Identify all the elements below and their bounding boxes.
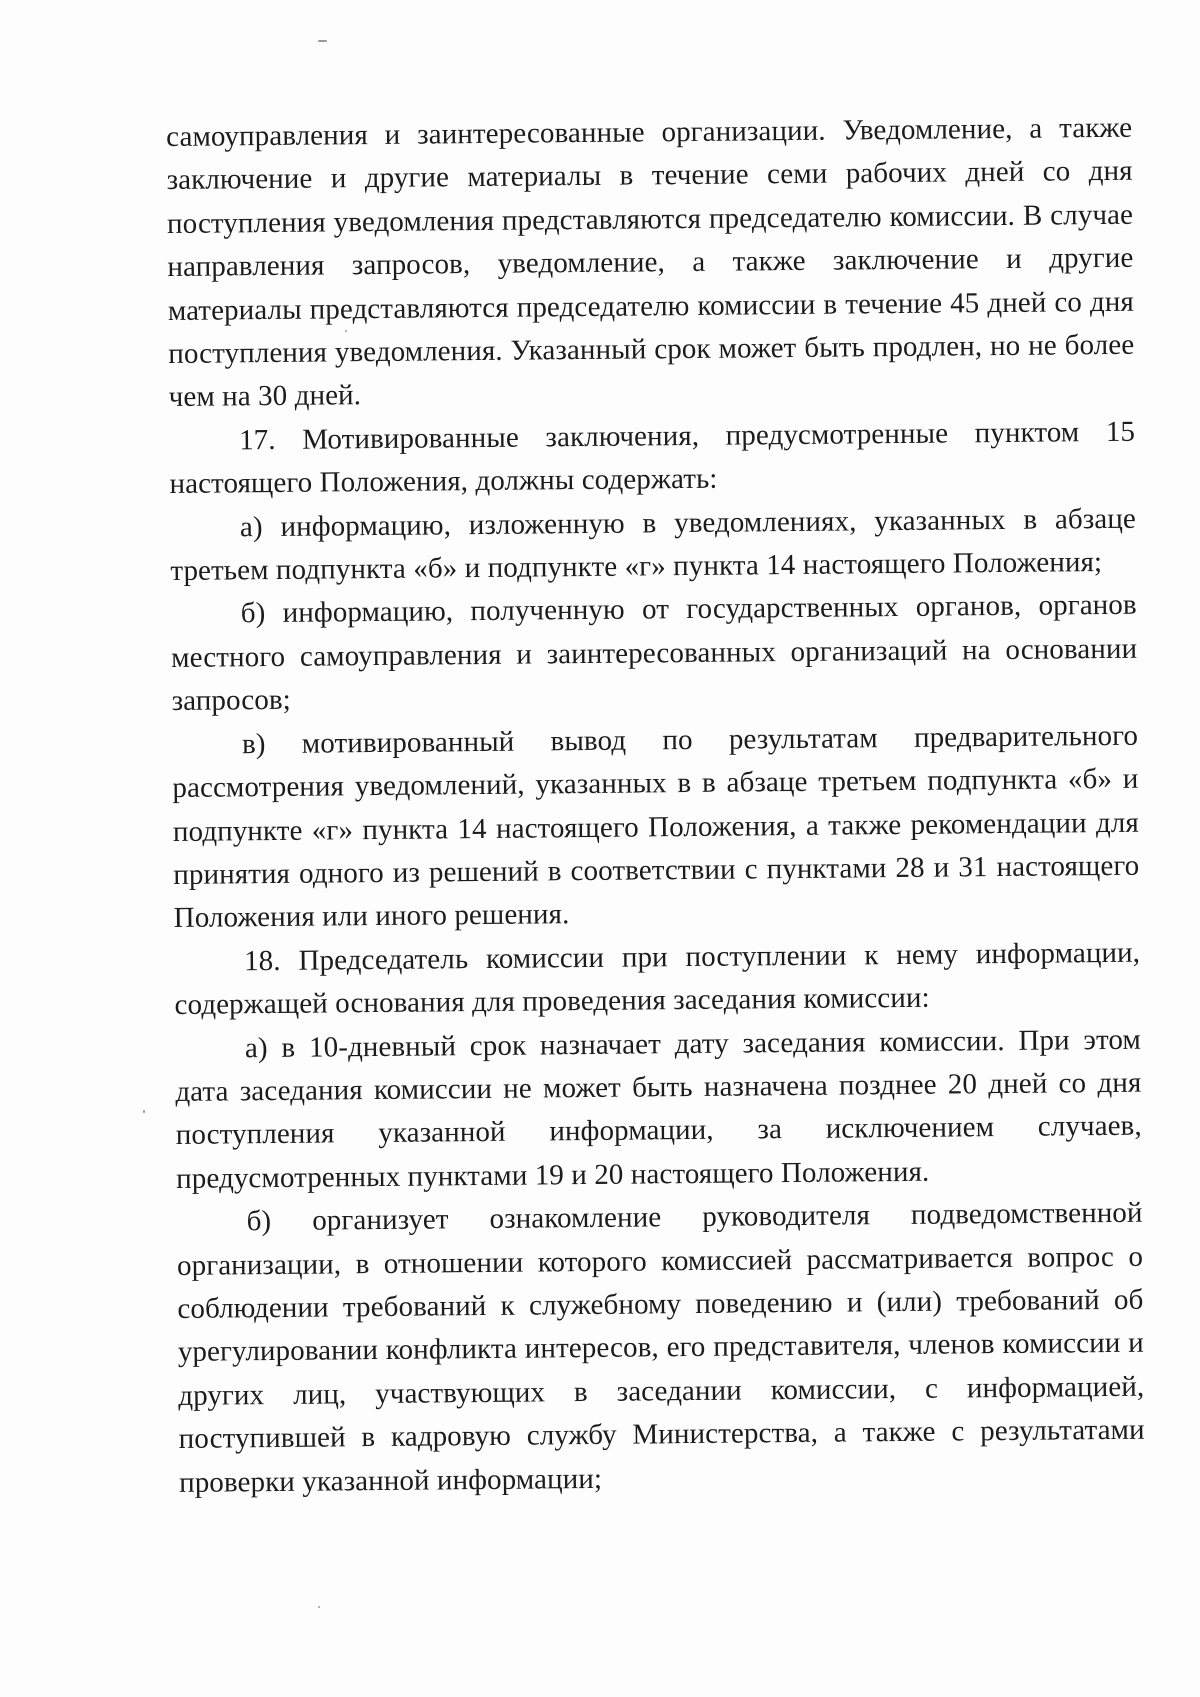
scan-speck [318,40,327,42]
document-body [166,107,1145,1505]
paragraph-17: 17. Мотивированные заключения, предусмотренные пунктом 15 настоящего Положения, должны содержать: [169,415,1136,501]
paragraph-18-b: б) организует ознакомление руководителя подведомственной организации, в отношении которого комиссией рассматривается вопрос о соблюдении требований к служебному поведению и (или) требований об урегулировании конфликта интересов, его представителя, членов комиссии и других лиц, участвующих в заседании комиссии, с информацией, поступившей в кадровую службу Министерства, а также с результатами проверки указанной информации; [176,1196,1145,1499]
paragraph-17-v: в) мотивированный вывод по результатам предварительного рассмотрения уведомлений, указанных в в абзаце третьем подпункта «б» и подпункте «г» пункта 14 настоящего Положения, а также рекомендации для принятия одного из решений в соответствии с пунктами 28 и 31 настоящего Положения или иного решения. [172,719,1140,935]
paragraph-18-a: а) в 10-дневный срок назначает дату заседания комиссии. При этом дата заседания комиссии не может быть назначена позднее 20 дней со дня поступления указанной информации, за исключением случаев, предусмотренных пунктами 19 и 20 настоящего Положения. [175,1023,1142,1195]
paragraph-16-continuation: самоуправления и заинтересованные организации. Уведомление, а также заключение и другие материалы в течение семи рабочих дней со дня поступления уведомления представляются председателю комиссии. В случае направления запросов, уведомление, а также заключение и другие материалы представляются председателю комиссии в течение 45 дней со дня поступления уведомления. Указанный срок может быть продлен, но не более чем на 30 дней. [166,111,1135,414]
scan-speck [143,1110,145,1113]
paragraph-17-a: а) информацию, изложенную в уведомлениях, указанных в абзаце третьем подпункта «б» и подпункте «г» пункта 14 настоящего Положения; [170,502,1137,588]
paragraph-18: 18. Председатель комиссии при поступлении к нему информации, содержащей основания для проведения заседания комиссии: [174,936,1141,1022]
paragraph-17-b: б) информацию, полученную от государственных органов, органов местного самоуправления и заинтересованных организаций на основании запросов; [171,589,1138,718]
scan-speck [318,1606,320,1608]
